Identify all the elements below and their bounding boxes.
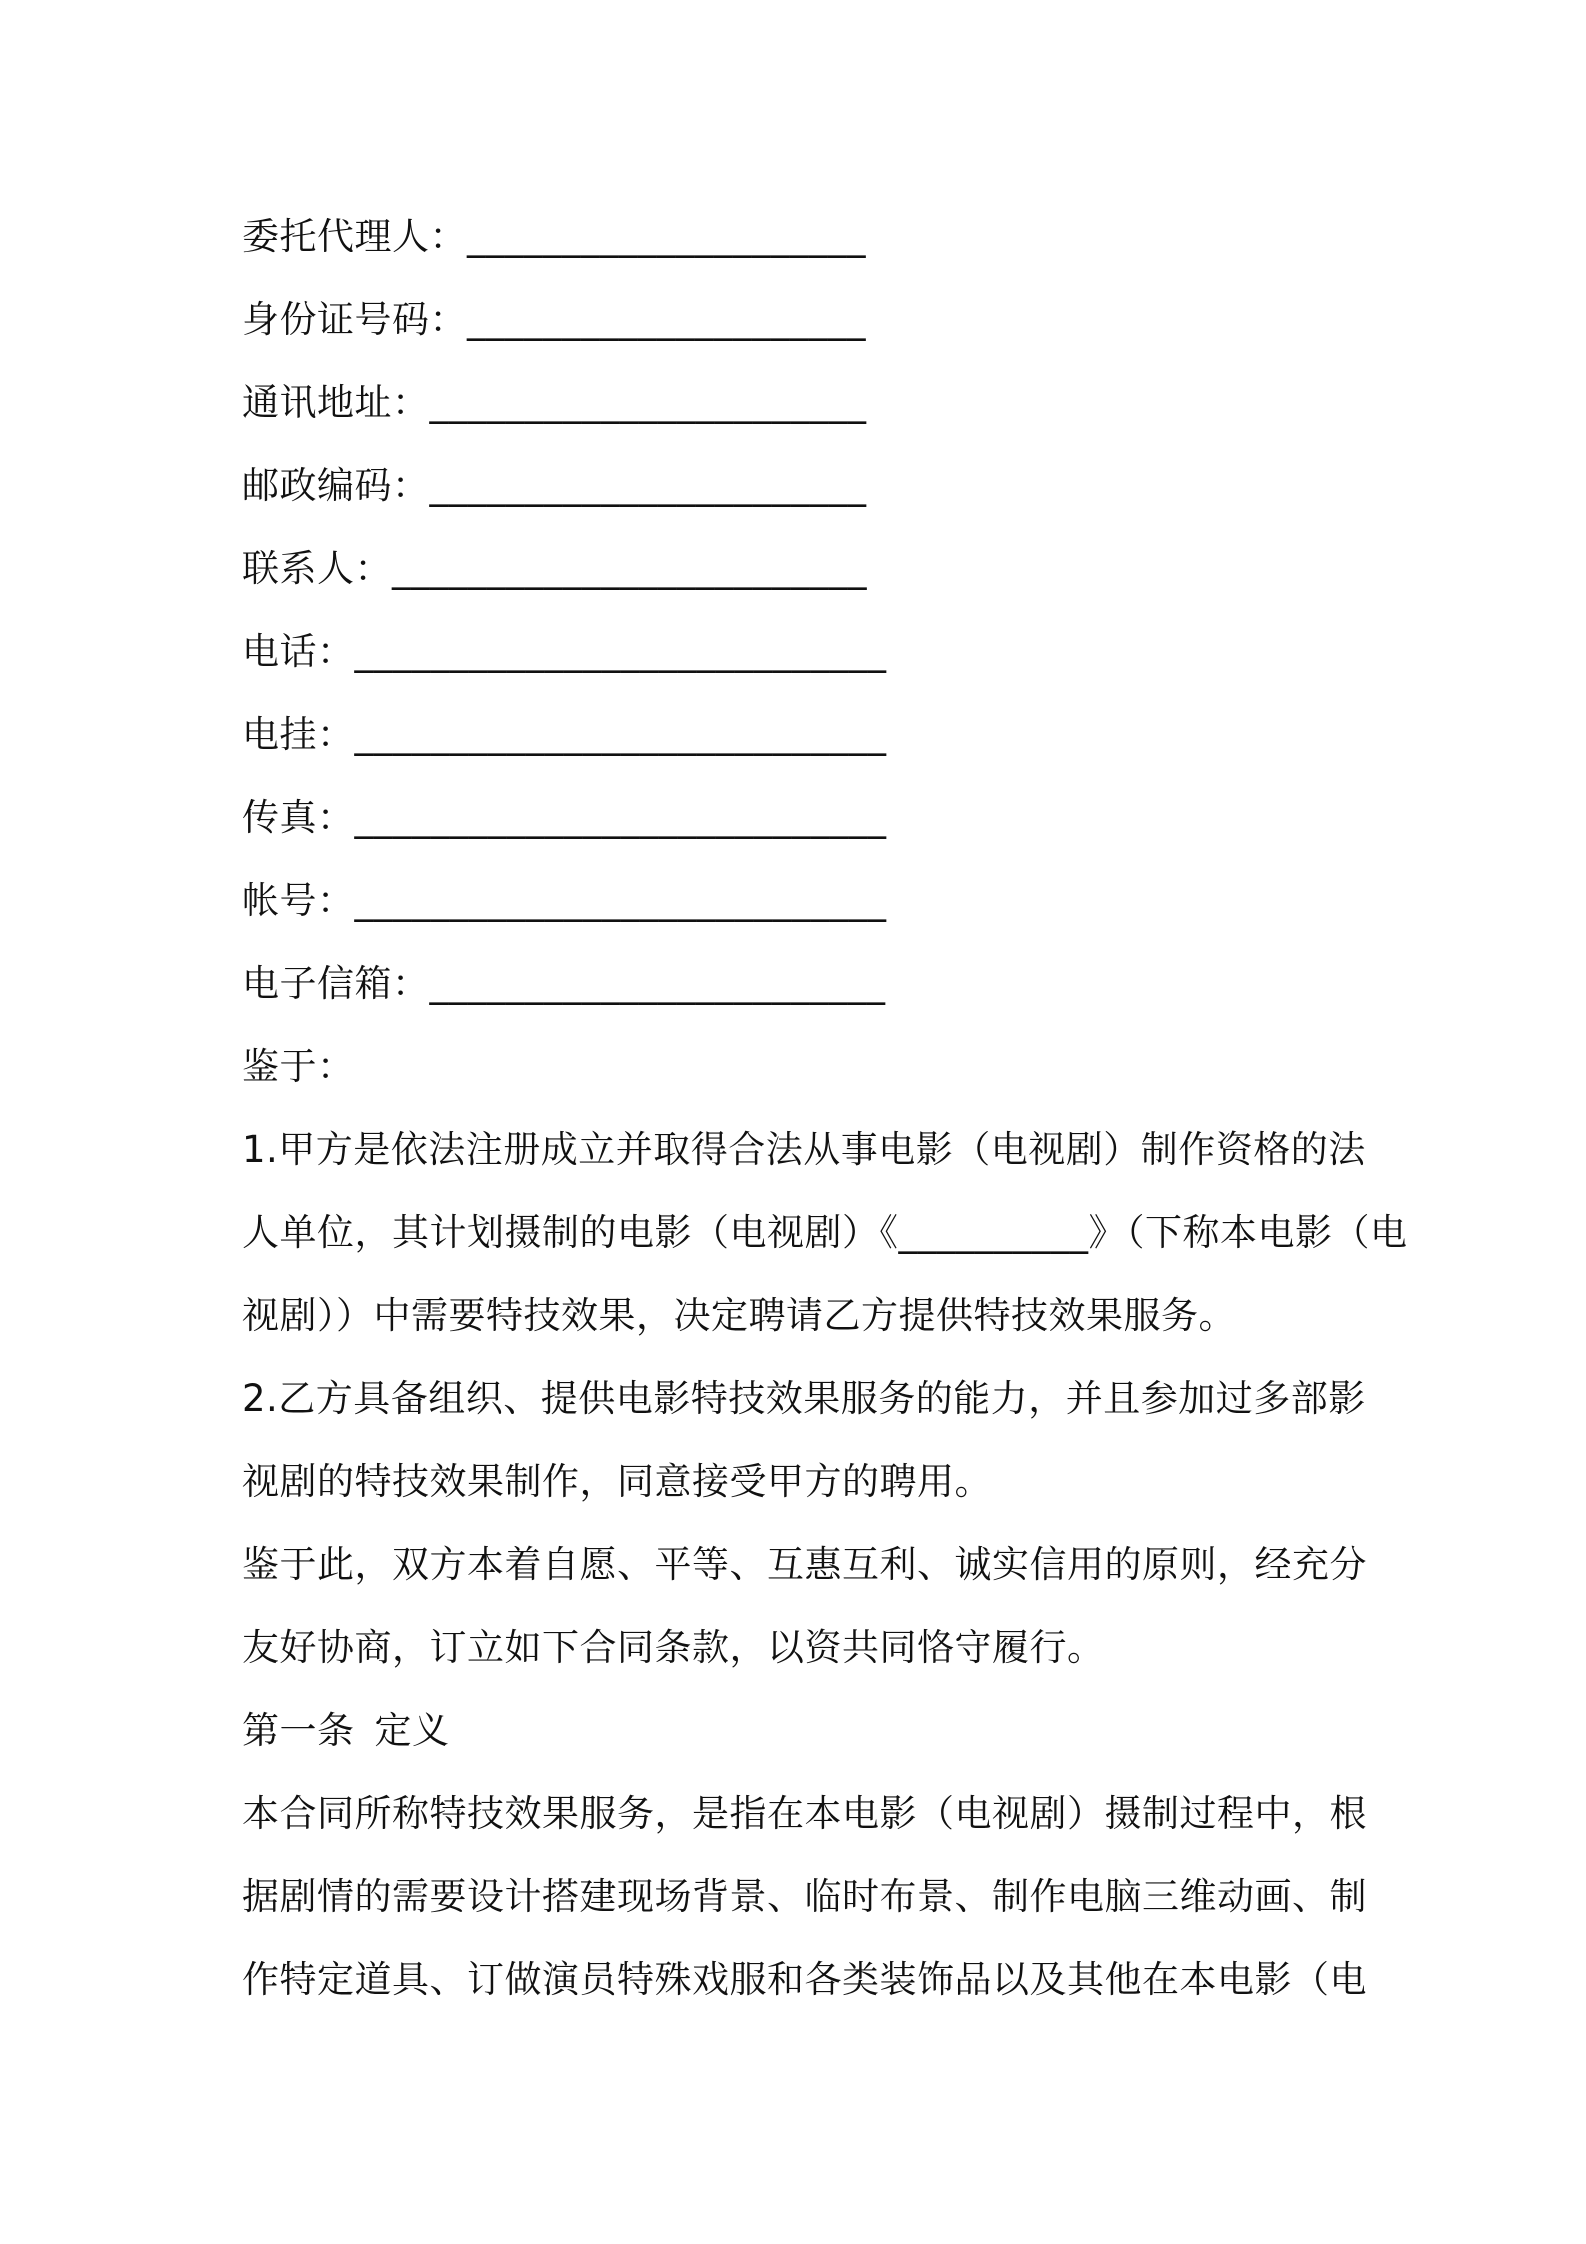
field-label: 联系人： xyxy=(242,547,392,590)
field-blank: _______________________ xyxy=(429,381,867,424)
document-page xyxy=(242,195,1408,2021)
text-line: 1.甲方是依法注册成立并取得合法从事电影（电视剧）制作资格的法 xyxy=(242,1128,1366,1171)
article-heading xyxy=(242,1689,1362,1772)
text-line: 作特定道具、订做演员特殊戏服和各类装饰品以及其他在本电影（电 xyxy=(242,1958,1367,2001)
field-phone xyxy=(242,610,1362,693)
text-line: 2.乙方具备组织、提供电影特技效果服务的能力，并且参加过多部影 xyxy=(242,1377,1366,1420)
field-cable xyxy=(242,693,1362,776)
text-line: 本合同所称特技效果服务，是指在本电影（电视剧）摄制过程中，根 xyxy=(242,1792,1367,1835)
field-agent xyxy=(242,195,1362,278)
field-blank: _________________________ xyxy=(392,547,867,590)
whereas-clause-1 xyxy=(242,1108,1408,1357)
field-label: 邮政编码： xyxy=(242,464,430,507)
field-blank: ____________________________ xyxy=(354,796,887,839)
whereas-clause-2 xyxy=(242,1357,1366,1523)
field-blank: ____________________________ xyxy=(354,630,887,673)
field-account xyxy=(242,859,1362,942)
field-blank: _____________________ xyxy=(467,298,866,341)
article-1-body xyxy=(242,1772,1367,2021)
text-line: 视剧的特技效果制作，同意接受甲方的聘用。 xyxy=(242,1460,992,1503)
field-blank: ________________________ xyxy=(429,962,886,1005)
whereas-heading: 鉴于： xyxy=(242,1045,355,1088)
field-blank: ____________________________ xyxy=(354,879,887,922)
field-label: 通讯地址： xyxy=(242,381,430,424)
field-blank: ____________________________ xyxy=(354,713,887,756)
article-number: 第一条 xyxy=(242,1709,355,1752)
text-line: 据剧情的需要设计搭建现场背景、临时布景、制作电脑三维动画、制 xyxy=(242,1875,1367,1918)
text-line: 友好协商，订立如下合同条款，以资共同恪守履行。 xyxy=(242,1626,1105,1669)
field-label: 电话： xyxy=(242,630,355,673)
article-title: 定义 xyxy=(374,1709,450,1752)
field-blank: _______________________ xyxy=(429,464,867,507)
field-address xyxy=(242,361,1362,444)
field-label: 传真： xyxy=(242,796,355,839)
whereas-conclusion xyxy=(242,1523,1367,1689)
field-id-number xyxy=(242,278,1362,361)
field-label: 帐号： xyxy=(242,879,355,922)
field-label: 委托代理人： xyxy=(242,215,467,258)
field-email xyxy=(242,942,1362,1025)
field-blank: _____________________ xyxy=(467,215,866,258)
text-line: 人单位，其计划摄制的电影（电视剧）《__________》（下称本电影（电 xyxy=(242,1211,1408,1254)
text-line: 鉴于此，双方本着自愿、平等、互惠互利、诚实信用的原则，经充分 xyxy=(242,1543,1367,1586)
text-line: 视剧））中需要特技效果，决定聘请乙方提供特技效果服务。 xyxy=(242,1294,1236,1337)
field-fax xyxy=(242,776,1362,859)
field-label: 电子信箱： xyxy=(242,962,430,1005)
field-label: 身份证号码： xyxy=(242,298,467,341)
field-contact xyxy=(242,527,1362,610)
field-label: 电挂： xyxy=(242,713,355,756)
field-postcode xyxy=(242,444,1362,527)
